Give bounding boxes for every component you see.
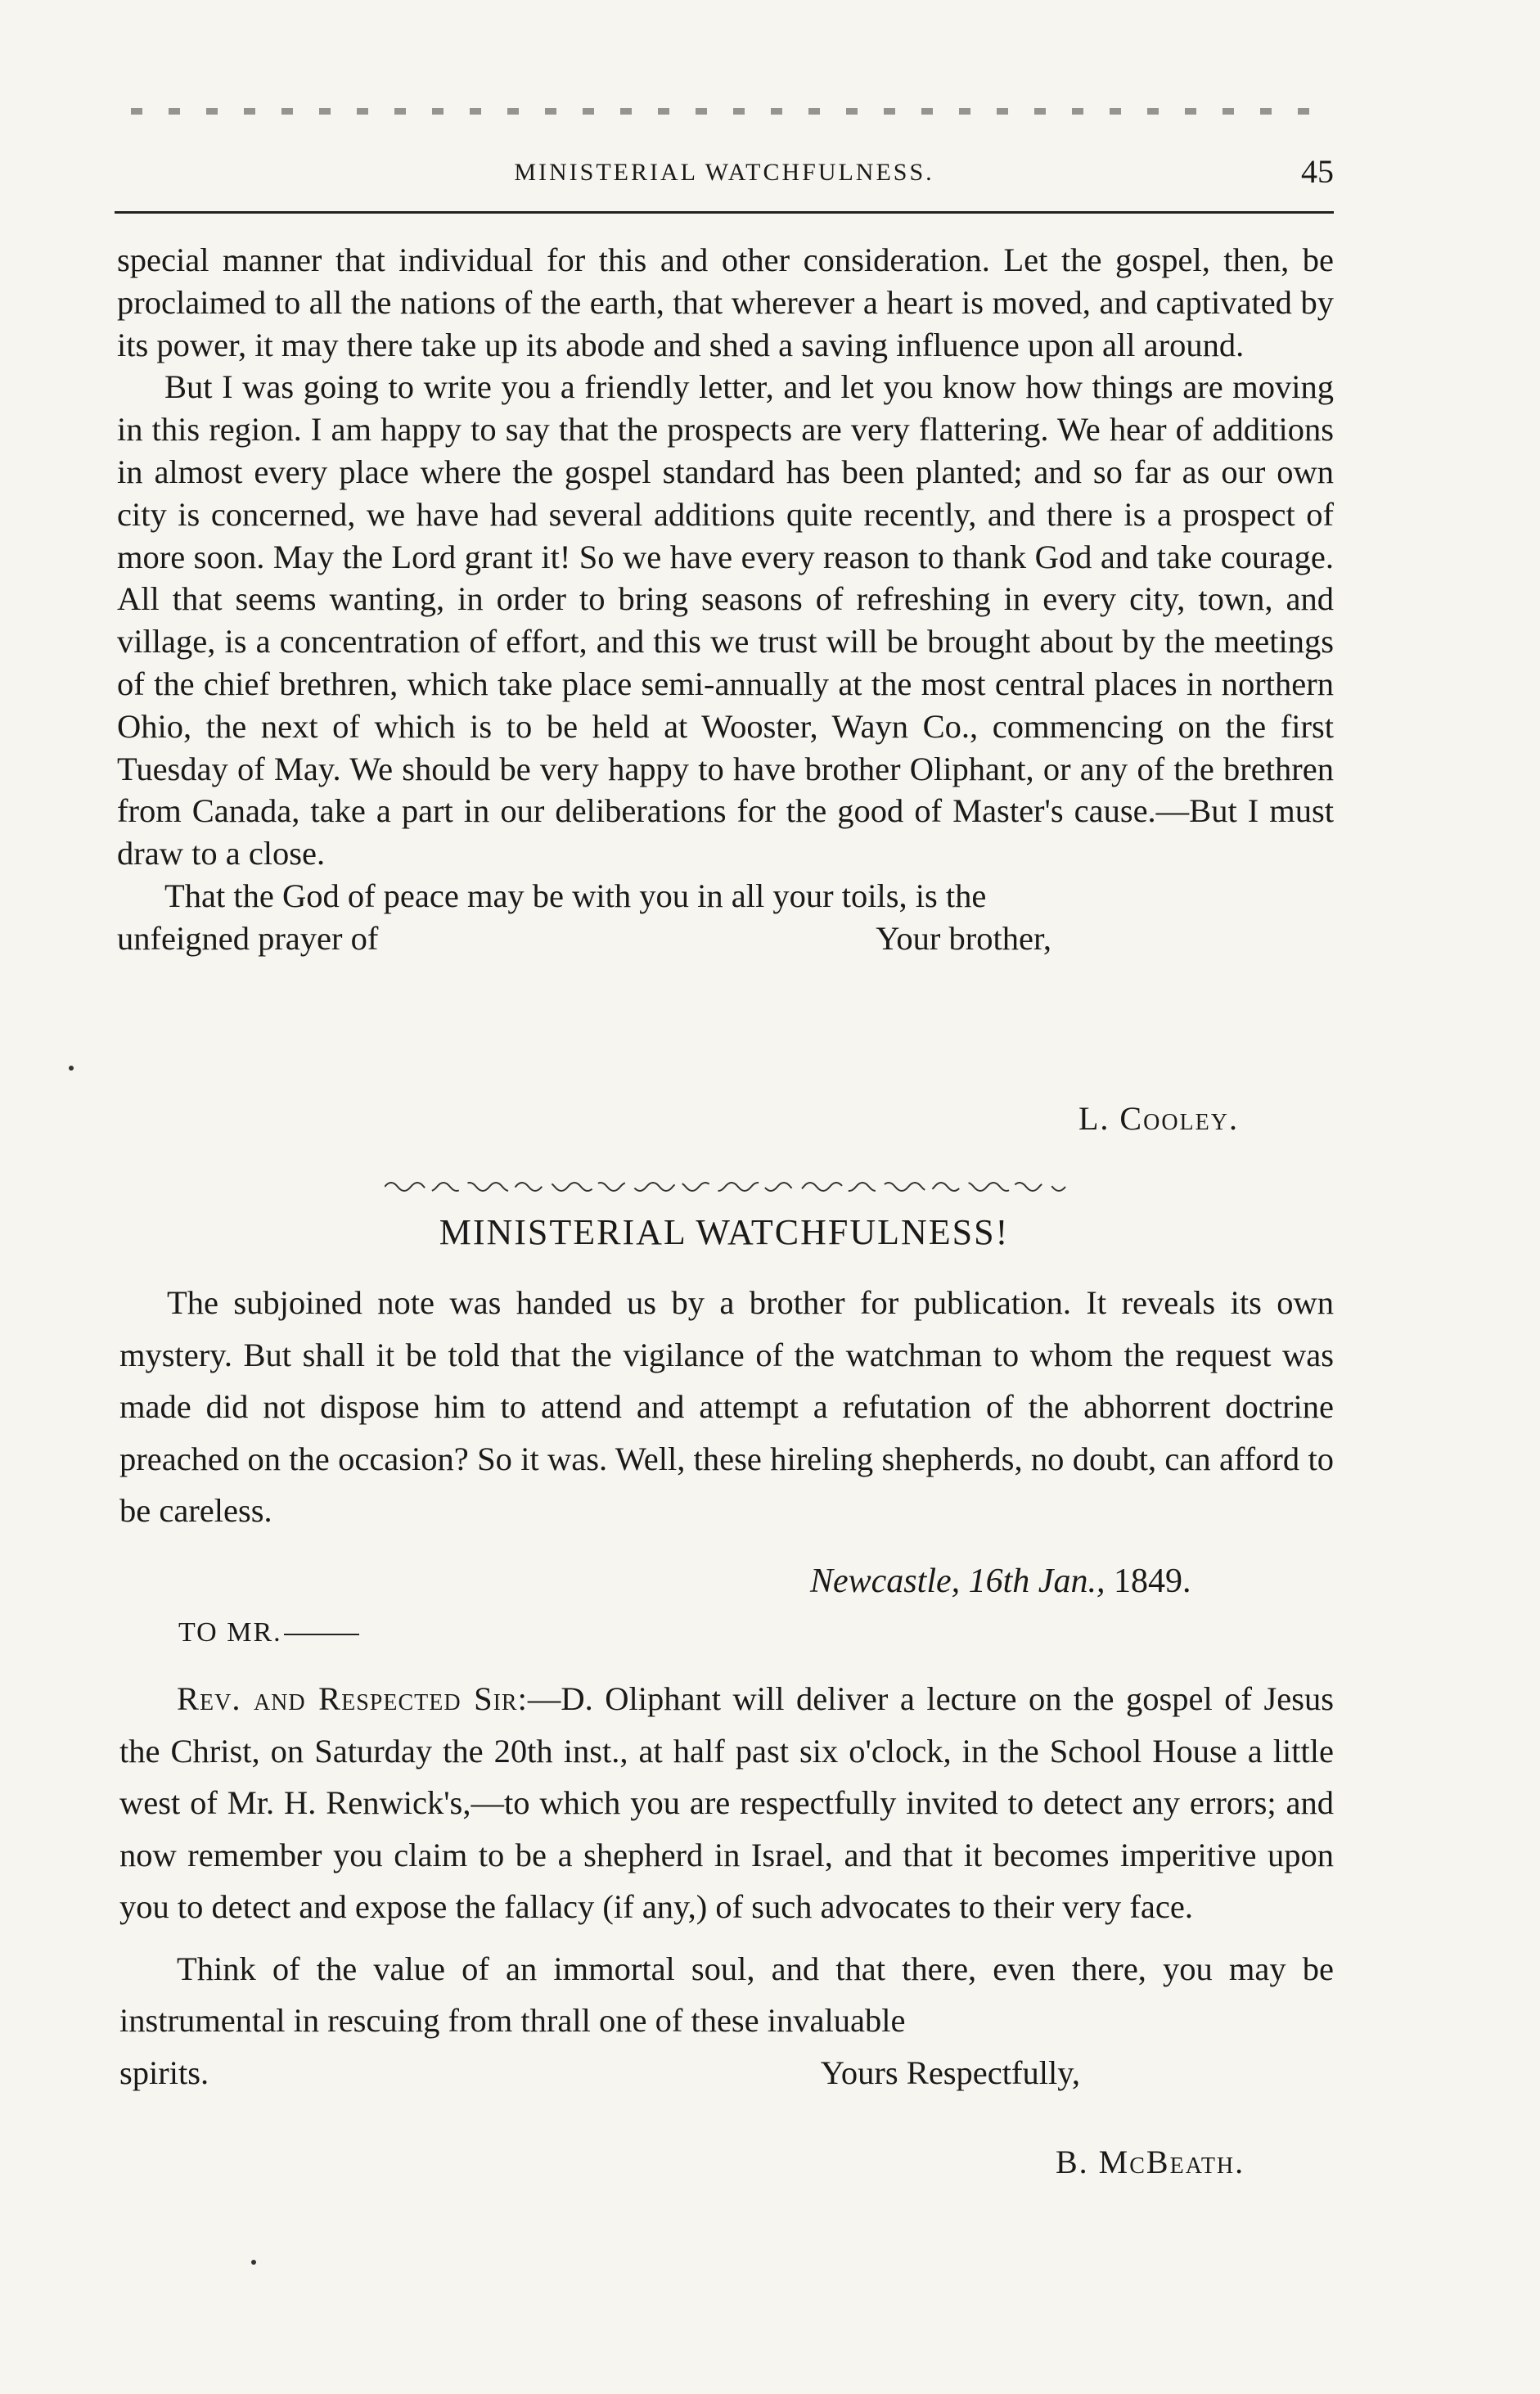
note-paragraph-1-text: —D. Oliphant will deliver a lecture on the gospel of Jesus the Christ, on Saturday the 20th inst., at half past six o'clock, in the School House a little west of Mr. H. Renwick's,—to which you are respectfully invited to detect any errors; and now remember you claim to be a shepherd in Israel, and that it becomes imperitive upon you to detect and expose the fallacy (if any,) of such advocates to their very face. (119, 1680, 1334, 1925)
page-header (115, 152, 1334, 193)
note-signature: B. McBeath. (1056, 2144, 1245, 2180)
note-opening: Rev. and Respected Sir: (177, 1680, 528, 1717)
note-closing-right: Yours Respectfully, (820, 2054, 1080, 2091)
letter-closing-right: Your brother, (876, 919, 1051, 957)
salutation-dash (284, 1634, 359, 1635)
ornamental-divider (385, 1175, 1072, 1195)
editorial-intro (119, 1277, 1334, 1537)
letter-body (117, 239, 1334, 960)
dateline (810, 1562, 1191, 1601)
running-head: MINISTERIAL WATCHFULNESS. (514, 159, 934, 186)
letter-paragraph-3: That the God of peace may be with you in all your toils, is the (164, 877, 987, 914)
note-closing (119, 2047, 1334, 2099)
page-number: 45 (1301, 153, 1334, 190)
letter-paragraph-2: But I was going to write you a friendly letter, and let you know how things are moving in this region. I am happy to say that the prospects are very flattering. We hear of additions in almost every place where the gospel standard has been planted; and so far as our own city is concerned, we have had several additions quite recently, and there is a prospect of more soon. May the Lord grant it! So we have every reason to thank God and take courage. All that seems wanting, in order to bring seasons of refreshing in every city, town, and village, is a concentration of effort, and this we trust will be brought about by the meetings of the chief brethren, which take place semi-annually at the most central places in northern Ohio, the next of which is to be held at Wooster, Wayn Co., commencing on the first Tuesday of May. We should be very happy to have brother Oliphant, or any of the brethren from Canada, take a part in our deliberations for the good of Master's cause.—But I must draw to a close. (117, 368, 1334, 872)
scan-noise-strip (131, 108, 1319, 115)
article-title: MINISTERIAL WATCHFULNESS! (439, 1212, 1010, 1252)
note-paragraph-2: Think of the value of an immortal soul, and that there, even there, you may be instrumental in rescuing from thrall one of these invaluable (119, 1950, 1334, 2039)
dateline-day: 16th Jan., (968, 1562, 1105, 1600)
ink-speck (69, 1066, 74, 1071)
letter-paragraph-1: special manner that individual for this and other consideration. Let the gospel, then, be proclaimed to all the nations of the earth, that wherever a heart is moved, and captivated by its power, it may there take up its abode and shed a saving influence upon all around. (117, 241, 1334, 363)
letter-closing-left: unfeigned prayer of (117, 919, 379, 957)
salutation (178, 1617, 359, 1648)
letter-signature: L. Cooley. (1078, 1100, 1239, 1137)
header-rule (115, 211, 1334, 214)
salutation-text: TO MR. (178, 1617, 282, 1648)
note-closing-left: spirits. (119, 2054, 209, 2091)
ink-speck (251, 2260, 256, 2265)
note-body (119, 1673, 1334, 2099)
editorial-paragraph: The subjoined note was handed us by a brother for publication. It reveals its own mystery. But shall it be told that the vigilance of the watchman to whom the request was made did not dispose him to attend and attempt a refutation of the abhorrent doctrine preached on the occasion? So it was. Well, these hireling shepherds, no doubt, can afford to be careless. (119, 1284, 1334, 1529)
letter-closing (117, 917, 1334, 960)
note-paragraph-1 (119, 1673, 1334, 1933)
dateline-year: 1849. (1113, 1562, 1191, 1600)
dateline-place: Newcastle, (810, 1562, 961, 1600)
